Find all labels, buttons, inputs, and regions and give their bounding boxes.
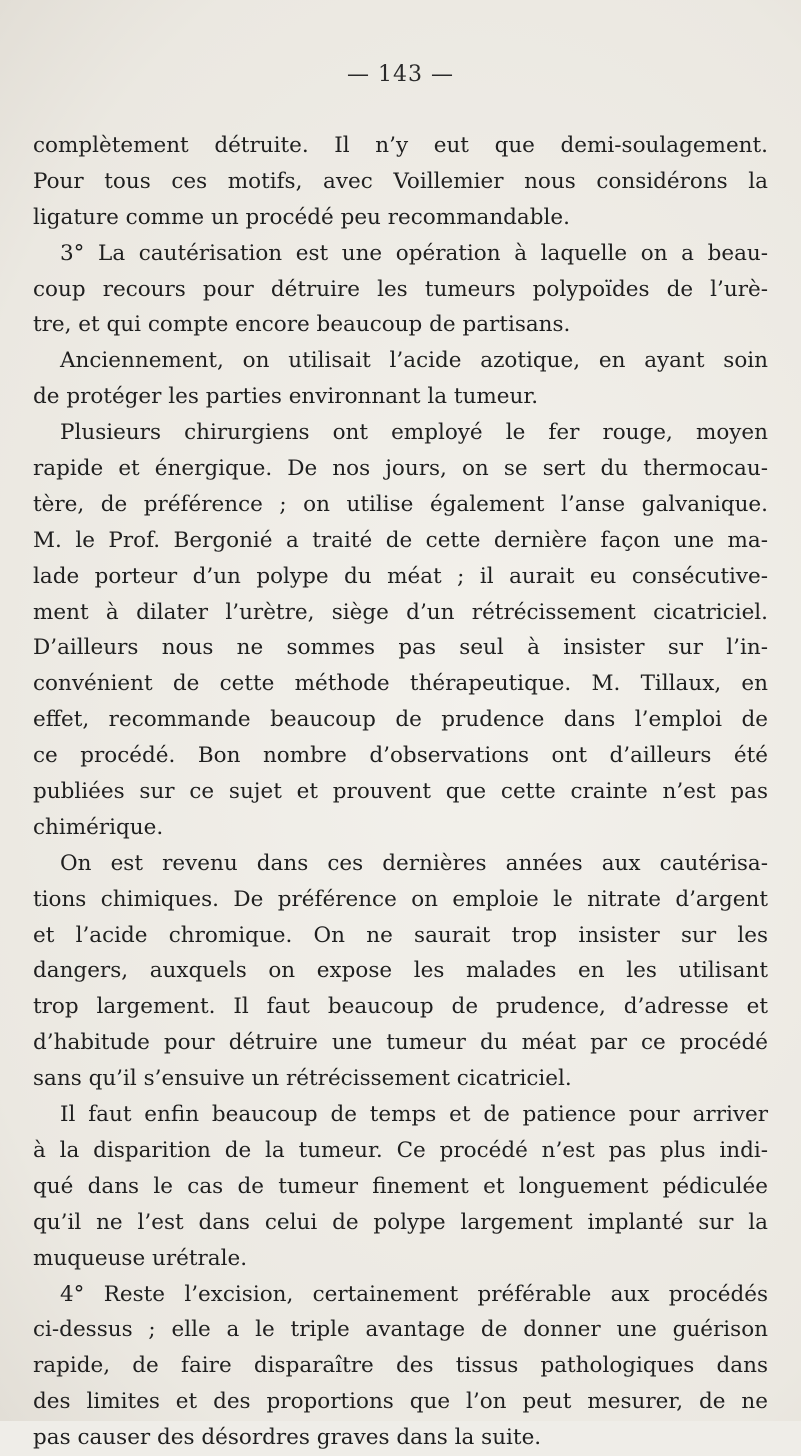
text-line: convénient de cette méthode thérapeutique. M. Tillaux, en	[33, 671, 768, 697]
text-line: Anciennement, on utilisait l’acide azotique, en ayant soin	[60, 348, 768, 374]
text-line: à la disparition de la tumeur. Ce procédé n’est pas plus indi-	[33, 1137, 768, 1163]
text-line: 4° Reste l’excision, certainement préférable aux procédés	[60, 1281, 768, 1307]
text-line: et l’acide chromique. On ne saurait trop insister sur les	[33, 922, 768, 948]
text-line: Plusieurs chirurgiens ont employé le fer rouge, moyen	[60, 420, 768, 446]
text-line: qué dans le cas de tumeur finement et longuement pédiculée	[33, 1173, 768, 1199]
text-line: tre, et qui compte encore beaucoup de partisans.	[33, 312, 571, 338]
text-line: ligature comme un procédé peu recommandable.	[33, 204, 570, 230]
text-line: de protéger les parties environnant la tumeur.	[33, 384, 539, 410]
text-line: M. le Prof. Bergonié a traité de cette dernière façon une ma-	[33, 527, 768, 553]
text-line: d’habitude pour détruire une tumeur du méat par ce procédé	[33, 1030, 768, 1056]
body-text	[33, 128, 768, 1456]
text-line: On est revenu dans ces dernières années aux cautérisa-	[60, 850, 768, 876]
text-line: rapide, de faire disparaître des tissus pathologiques dans	[33, 1353, 768, 1379]
text-line: ci-dessus ; elle a le triple avantage de donner une guérison	[33, 1317, 768, 1343]
text-line: qu’il ne l’est dans celui de polype largement implanté sur la	[33, 1209, 768, 1235]
text-line: ment à dilater l’urètre, siège d’un rétrécissement cicatriciel.	[33, 599, 768, 625]
text-line: rapide et énergique. De nos jours, on se sert du thermocau-	[33, 456, 768, 482]
text-line: tions chimiques. De préférence on emploie le nitrate d’argent	[33, 886, 768, 912]
text-line: D’ailleurs nous ne sommes pas seul à insister sur l’in-	[33, 635, 768, 661]
text-line: coup recours pour détruire les tumeurs polypoïdes de l’urè-	[33, 276, 768, 302]
text-line: Pour tous ces motifs, avec Voillemier nous considérons la	[33, 168, 768, 194]
text-line: pas causer des désordres graves dans la suite.	[33, 1425, 542, 1451]
text-line: tère, de préférence ; on utilise également l’anse galvanique.	[33, 491, 768, 517]
text-line: effet, recommande beaucoup de prudence dans l’emploi de	[33, 707, 768, 733]
text-line: 3° La cautérisation est une opération à laquelle on a beau-	[60, 240, 768, 266]
text-line: lade porteur d’un polype du méat ; il aurait eu consécutive-	[33, 563, 768, 589]
text-line: trop largement. Il faut beaucoup de prudence, d’adresse et	[33, 994, 768, 1020]
text-line: dangers, auxquels on expose les malades en les utilisant	[33, 958, 768, 984]
text-line: muqueuse urétrale.	[33, 1245, 248, 1271]
text-line: ce procédé. Bon nombre d’observations ont d’ailleurs été	[33, 743, 768, 769]
text-line: des limites et des proportions que l’on peut mesurer, de ne	[33, 1389, 768, 1415]
text-line: publiées sur ce sujet et prouvent que cette crainte n’est pas	[33, 779, 768, 805]
text-line: sans qu’il s’ensuive un rétrécissement cicatriciel.	[33, 1066, 572, 1092]
page-number: — 143 —	[347, 62, 454, 87]
text-line: Il faut enfin beaucoup de temps et de patience pour arriver	[60, 1102, 768, 1128]
text-line: chimérique.	[33, 814, 164, 840]
text-line: complètement détruite. Il n’y eut que demi-soulagement.	[33, 133, 768, 158]
